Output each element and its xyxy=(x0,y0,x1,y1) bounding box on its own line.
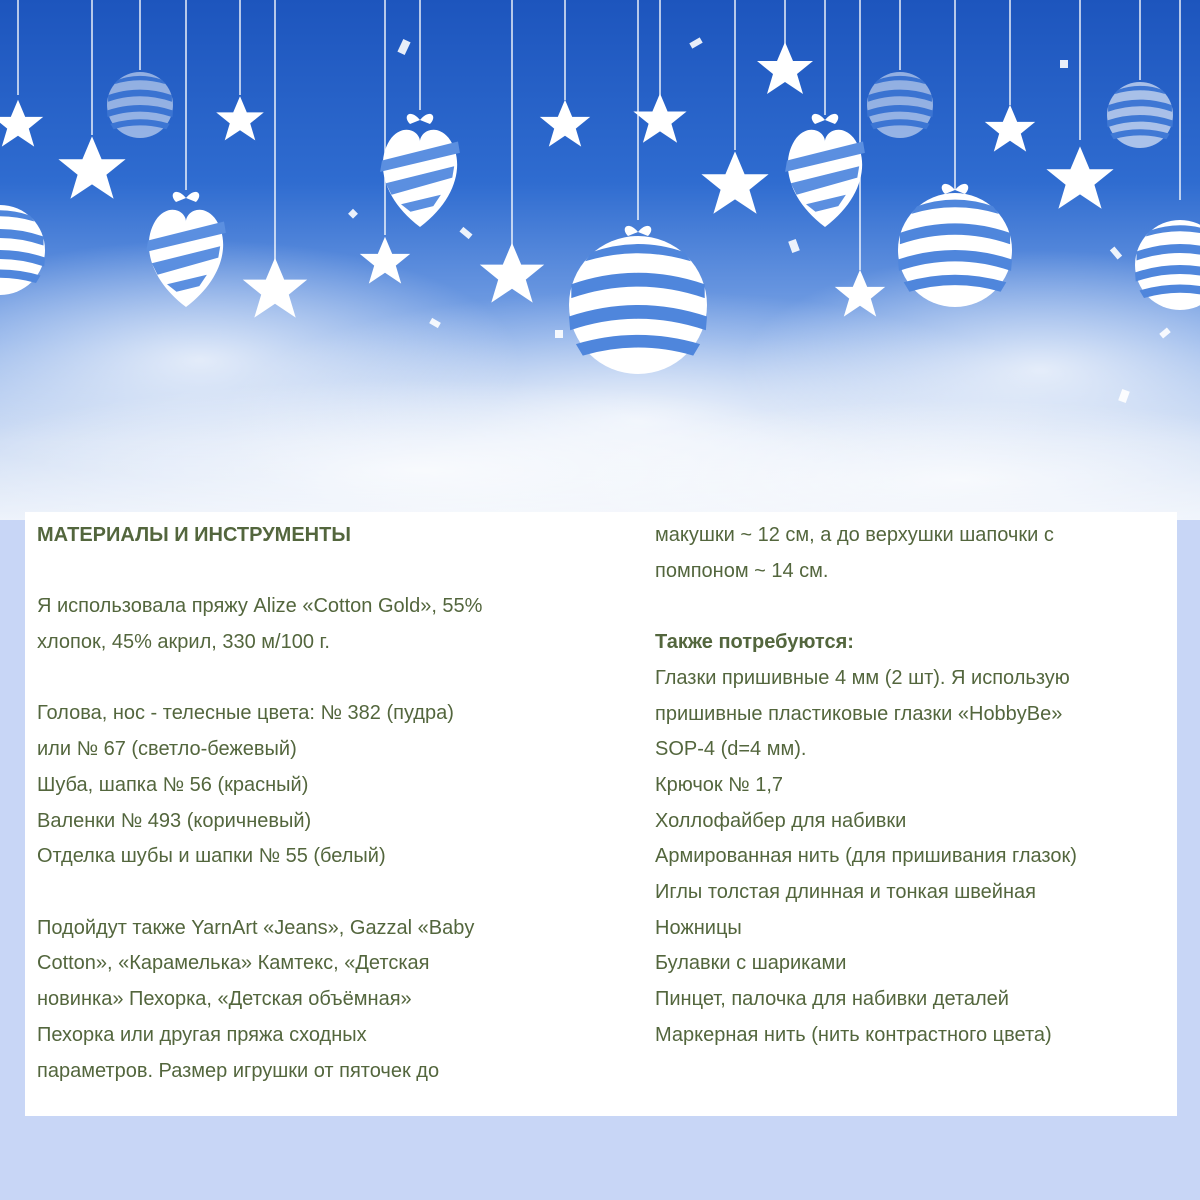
color-line: Отделка шубы и шапки № 55 (белый) xyxy=(37,845,386,868)
tool-item: Глазки пришивные 4 мм (2 шт). Я использую xyxy=(655,666,1070,689)
tool-item: Иглы толстая длинная и тонкая швейная xyxy=(655,881,1036,904)
left-column xyxy=(37,518,627,1089)
materials-heading: МАТЕРИАЛЫ И ИНСТРУМЕНТЫ xyxy=(37,524,351,546)
materials-card xyxy=(25,512,1177,1116)
yarn-text: хлопок, 45% акрил, 330 м/100 г. xyxy=(37,631,330,654)
alternatives-line: Cotton», «Карамелька» Камтекс, «Детская xyxy=(37,952,430,975)
color-line: Валенки № 493 (коричневый) xyxy=(37,809,312,832)
alternatives-line: Подойдут также YarnArt «Jeans», Gazzal «Baby xyxy=(37,916,475,939)
tool-item: Холлофайбер для набивки xyxy=(655,809,907,832)
page-footer-background xyxy=(0,1116,1200,1200)
color-line: Голова, нос - телесные цвета: № 382 (пудра) xyxy=(37,702,454,725)
right-column xyxy=(655,518,1180,1054)
tool-item: Армированная нить (для пришивания глазок) xyxy=(655,845,1077,868)
tool-item: Булавки с шариками xyxy=(655,952,847,975)
tool-item: пришивные пластиковые глазки «HobbyBe» xyxy=(655,702,1063,725)
continuation-line: макушки ~ 12 см, а до верхушки шапочки с xyxy=(655,524,1054,546)
banner-illustration xyxy=(0,0,1200,520)
alternatives-line: новинка» Пехорка, «Детская объёмная» xyxy=(37,988,412,1011)
tool-item: Пинцет, палочка для набивки деталей xyxy=(655,988,1009,1011)
continuation-line: помпоном ~ 14 см. xyxy=(655,559,829,582)
alternatives-line: параметров. Размер игрушки от пяточек до xyxy=(37,1059,440,1082)
tool-item: SOP-4 (d=4 мм). xyxy=(655,738,807,761)
christmas-banner xyxy=(0,0,1200,520)
color-line: или № 67 (светло-бежевый) xyxy=(37,738,297,761)
tool-item: Ножницы xyxy=(655,916,742,939)
alternatives-line: Пехорка или другая пряжа сходных xyxy=(37,1023,367,1046)
tool-item: Крючок № 1,7 xyxy=(655,773,783,796)
also-needed-heading: Также потребуются: xyxy=(655,631,854,654)
color-line: Шуба, шапка № 56 (красный) xyxy=(37,773,309,796)
tool-item: Маркерная нить (нить контрастного цвета) xyxy=(655,1023,1052,1046)
yarn-text: Я использовала пряжу Alize «Cotton Gold», 55% xyxy=(37,595,483,618)
